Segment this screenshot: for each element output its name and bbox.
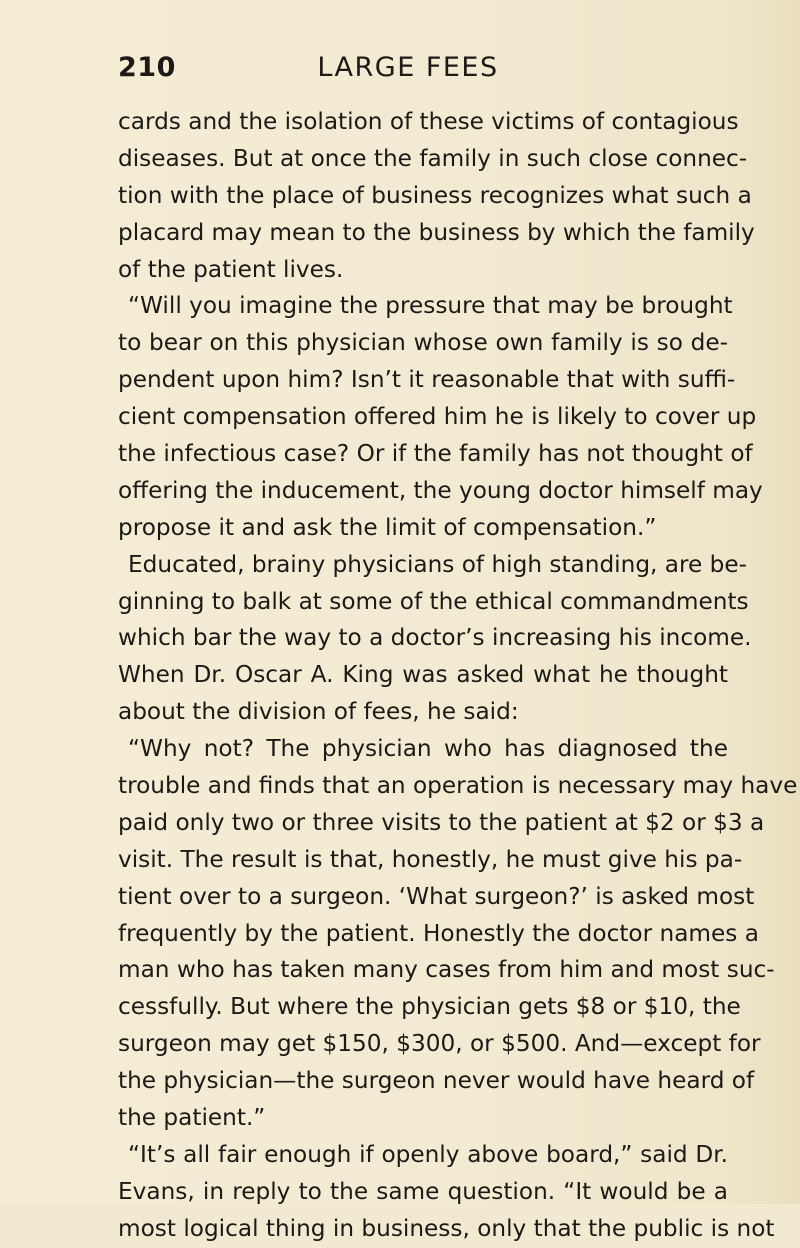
text-line: When Dr. Oscar A. King was asked what he thought <box>118 661 728 689</box>
text-line: diseases. But at once the family in such close connec- <box>118 144 748 172</box>
text-line: frequently by the patient. Honestly the doctor names a <box>118 919 759 947</box>
text-line: Evans, in reply to the same question. “It would be a <box>118 1177 728 1205</box>
text-line: Educated, brainy physicians of high standing, are be- <box>128 550 747 578</box>
page-number: 210 <box>118 52 176 83</box>
text-line: paid only two or three visits to the patient at $2 or $3 a <box>118 808 765 836</box>
body-text <box>118 104 798 1248</box>
text-line: of the patient lives. <box>118 255 344 283</box>
text-line: cessfully. But where the physician gets $8 or $10, the <box>118 993 741 1021</box>
text-line: the patient.” <box>118 1104 266 1132</box>
text-line: about the division of fees, he said: <box>118 698 519 726</box>
text-line: “It’s all fair enough if openly above board,” said Dr. <box>128 1140 728 1168</box>
text-line: surgeon may get $150, $300, or $500. And—except for <box>118 1030 761 1058</box>
text-line: cient compensation offered him he is likely to cover up <box>118 403 757 431</box>
text-line: offering the inducement, the young doctor himself may <box>118 476 763 504</box>
text-line: the infectious case? Or if the family has not thought of <box>118 440 753 468</box>
running-title: LARGE FEES <box>317 52 499 83</box>
text-line: ginning to balk at some of the ethical commandments <box>118 587 749 615</box>
page-header <box>118 52 698 92</box>
text-line: which bar the way to a doctor’s increasing his income. <box>118 624 752 652</box>
text-line: tion with the place of business recognizes what such a <box>118 181 752 209</box>
text-line: to bear on this physician whose own family is so de- <box>118 329 728 357</box>
text-line: pendent upon him? Isn’t it reasonable that with suffi- <box>118 366 736 394</box>
text-line: cards and the isolation of these victims of contagious <box>118 108 739 135</box>
text-line: “Why not? The physician who has diagnosed the <box>128 735 728 763</box>
text-line: most logical thing in business, only that the public is not <box>118 1214 775 1242</box>
text-line: man who has taken many cases from him and most suc- <box>118 956 775 984</box>
text-line: tient over to a surgeon. ‘What surgeon?’ is asked most <box>118 882 755 910</box>
text-line: “Will you imagine the pressure that may be brought <box>128 292 733 320</box>
text-line: placard may mean to the business by which the family <box>118 218 755 246</box>
text-line: trouble and finds that an operation is necessary may have <box>118 772 798 800</box>
text-line: visit. The result is that, honestly, he must give his pa- <box>118 845 743 873</box>
text-line: propose it and ask the limit of compensation.” <box>118 513 657 541</box>
text-line: the physician—the surgeon never would have heard of <box>118 1067 755 1095</box>
